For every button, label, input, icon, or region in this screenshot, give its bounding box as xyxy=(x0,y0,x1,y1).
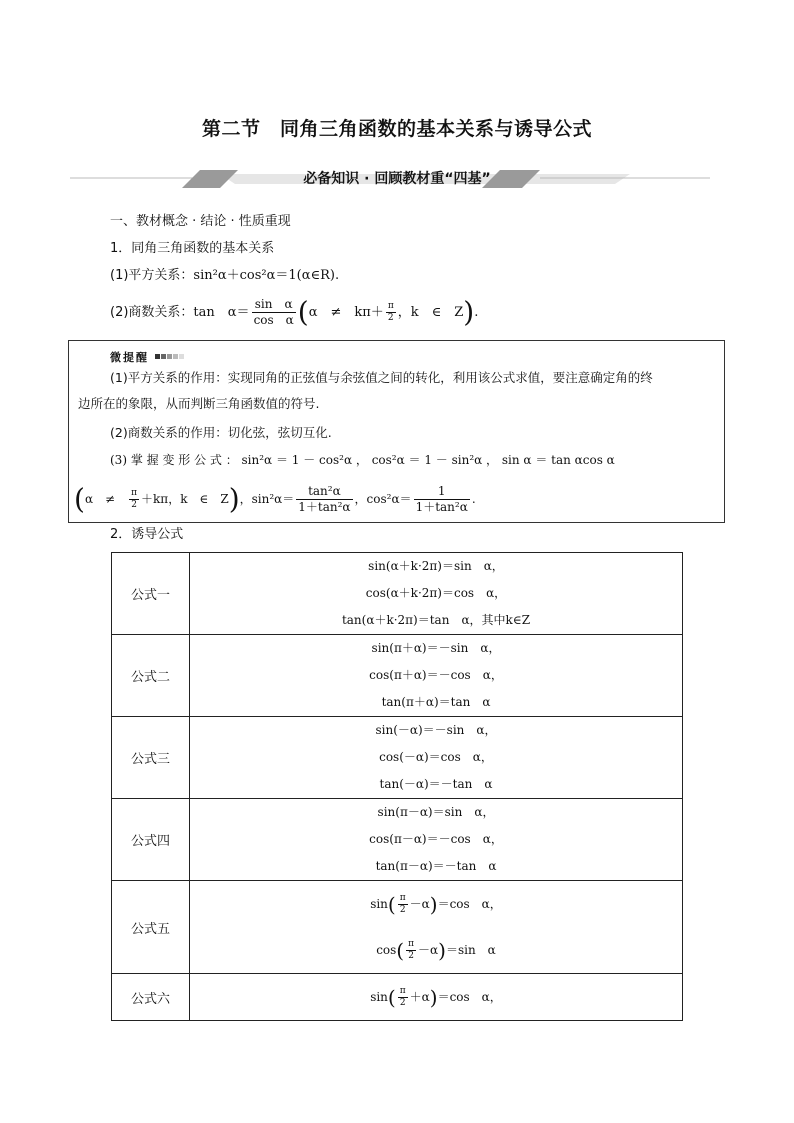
quotient-end: . xyxy=(474,305,479,320)
tip-cos2-fraction xyxy=(414,484,470,515)
section-banner-title: 必备知识 · 回顾教材重“四基” xyxy=(303,171,491,187)
formula-result: ＝cos α， xyxy=(437,897,502,911)
tip-cond-b: ＋kπ，k ∈ Z xyxy=(141,492,229,506)
tip-square xyxy=(179,354,184,359)
formula-fraction xyxy=(406,939,416,962)
formula-line: tan(π＋α)＝tan α xyxy=(381,695,491,709)
tip-cos2: ，cos²α＝ xyxy=(354,492,412,506)
table-row xyxy=(112,553,683,635)
tip-paragraph-1a: (1)平方关系的作用：实现同角的正弦值与余弦值之间的转化，利用该公式求值，要注意确定角的终 xyxy=(110,370,653,385)
tip-paragraph-2: (2)商数关系的作用：切化弦，弦切互化. xyxy=(110,425,332,440)
formula-line: tan(π－α)＝－tan α xyxy=(375,859,497,873)
fraction-denominator: 2 xyxy=(408,951,414,961)
induction-formula-table xyxy=(111,552,683,1021)
fraction-denominator: 2 xyxy=(399,998,406,1008)
square-relation-label: (1)平方关系： xyxy=(110,268,194,283)
tip-sin2: ，sin²α＝ xyxy=(239,492,295,506)
tip-header xyxy=(110,346,184,365)
fraction-denominator: 2 xyxy=(399,905,406,915)
quotient-denominator: cos α xyxy=(253,313,294,327)
tip-cond-denominator: 2 xyxy=(131,500,137,510)
formula-fraction xyxy=(398,893,408,916)
tip-square xyxy=(155,354,160,359)
formula-line: cos(α＋k·2π)＝cos α， xyxy=(365,586,507,600)
fraction-numerator: π xyxy=(408,939,415,949)
tip-paragraph-3b: (α ≠ $\frac{\pi}{2}$ ＋kπ，k ∈ Z)，sin²α＝ $\frac{\text{tan²α}}{\text{1＋tan²α}}$ ，cos²α＝ $\frac{1}{\text{1＋tan²α}}$ . xyxy=(74,482,476,516)
formula-line: sin(π＋α)＝－sin α， xyxy=(371,641,501,655)
tip-cond-numerator: π xyxy=(131,488,138,498)
table-row xyxy=(112,974,683,1021)
quotient-fraction xyxy=(252,297,296,328)
tip-end: . xyxy=(471,492,476,506)
formula-fn: cos xyxy=(376,943,397,957)
formula-line: cos(π＋α)＝－cos α， xyxy=(369,668,503,682)
tip-square xyxy=(167,354,172,359)
formula-line: tan(－α)＝－tan α xyxy=(379,777,493,791)
formula-line: cos(－α)＝cos α， xyxy=(379,750,493,764)
formula-body xyxy=(190,717,683,799)
tip-sin2-numerator: tan²α xyxy=(296,484,352,500)
tip-paragraph-1b: 边所在的象限，从而判断三角函数值的符号. xyxy=(78,396,320,411)
formula-line: sin( $\frac{\pi}{2}$ －α)＝cos α， xyxy=(370,892,502,917)
table-row xyxy=(112,881,683,974)
fraction-numerator: π xyxy=(399,986,406,996)
fraction-numerator: π xyxy=(399,893,406,903)
tip-paragraph-3a: (3) 掌 握 变 形 公 式 ： sin²α ＝ 1 － cos²α ， cos²α ＝ 1 － sin²α ， sin α ＝ tan αcos α xyxy=(110,453,615,467)
formula-body xyxy=(190,881,683,974)
tip-square xyxy=(161,354,166,359)
tip-cond-a: α ≠ xyxy=(84,492,128,506)
table-row xyxy=(112,717,683,799)
tip-sin2-fraction xyxy=(296,484,352,515)
formula-body xyxy=(190,553,683,635)
formula-body xyxy=(190,635,683,717)
formula-name: 公式二 xyxy=(112,635,190,717)
quotient-lhs: tan α＝ xyxy=(193,305,250,320)
subsection-heading: 1．同角三角函数的基本关系 xyxy=(110,241,275,256)
formula-name: 公式三 xyxy=(112,717,190,799)
formula-name: 公式一 xyxy=(112,553,190,635)
quotient-relation-label: (2)商数关系： xyxy=(110,305,194,320)
tip-label: 微提醒 xyxy=(110,351,149,364)
tip-square xyxy=(173,354,178,359)
square-relation-formula: sin²α＋cos²α＝1(α∈R). xyxy=(193,268,340,283)
formula-line: tan(α＋k·2π)＝tan α，其中k∈Z xyxy=(341,613,531,627)
formula-line: sin(π－α)＝sin α， xyxy=(377,805,495,819)
formula-fn: sin xyxy=(370,990,388,1004)
formula-name: 公式六 xyxy=(112,974,190,1021)
section-heading: 一、教材概念 · 结论 · 性质重现 xyxy=(110,214,291,229)
tip-sin2-denominator: 1＋tan²α xyxy=(298,500,351,514)
formula-result: ＝sin α xyxy=(445,943,496,957)
condition-denominator: 2 xyxy=(387,313,394,323)
quotient-condition-a: α ≠ kπ＋ xyxy=(308,305,384,320)
tip-cos2-numerator: 1 xyxy=(414,484,470,500)
formula-body xyxy=(190,799,683,881)
quotient-condition-b: ，k ∈ Z xyxy=(397,305,464,320)
tip-cond-fraction xyxy=(129,488,139,511)
table-row xyxy=(112,799,683,881)
formula-fn: sin xyxy=(370,897,388,911)
tip-cos2-denominator: 1＋tan²α xyxy=(415,500,468,514)
formula-name: 公式五 xyxy=(112,881,190,974)
square-relation-line xyxy=(110,266,339,286)
formula-arg: －α xyxy=(418,943,439,957)
page-title: 第二节 同角三角函数的基本关系与诱导公式 xyxy=(201,118,592,140)
condition-numerator: π xyxy=(387,301,394,311)
quotient-numerator: sin α xyxy=(252,297,296,313)
formula-arg: ＋α xyxy=(409,990,430,1004)
formula-arg: －α xyxy=(409,897,430,911)
formula-name: 公式四 xyxy=(112,799,190,881)
formula-line: sin( $\frac{\pi}{2}$ ＋α)＝cos α， xyxy=(370,985,502,1010)
table-row xyxy=(112,635,683,717)
formula-body xyxy=(190,974,683,1021)
quotient-relation-line: (2)商数关系：tan α＝ $\frac{\text{sin α}}{\text{cos α}}$ (α ≠ kπ＋ $\frac{\pi}{2}$ ，k ∈ Z). xyxy=(110,295,479,329)
formula-fraction xyxy=(398,986,408,1009)
formula-line: sin(α＋k·2π)＝sin α， xyxy=(368,559,504,573)
formula-line: cos( $\frac{\pi}{2}$ －α)＝sin α xyxy=(376,938,496,963)
quotient-condition-fraction xyxy=(386,301,396,324)
formula-line: cos(π－α)＝－cos α， xyxy=(369,832,503,846)
subsection-heading: 2．诱导公式 xyxy=(110,527,184,542)
formula-result: ＝cos α， xyxy=(437,990,502,1004)
formula-line: sin(－α)＝－sin α， xyxy=(375,723,497,737)
